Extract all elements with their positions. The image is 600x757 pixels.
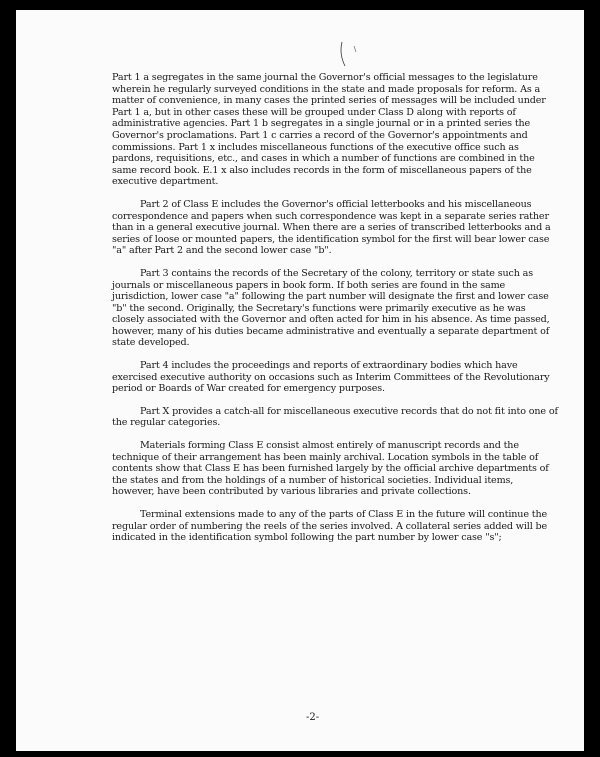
paragraph-materials: Materials forming Class E consist almost entirely of manuscript records and the technique of their arrangement has been mainly archival. Location symbols in the table of contents show that Class E has been furnished largely by the official archive departments of the states and from the holdings of a number of historical societies. Individual items, however, have been contributed by various libraries and private collections. — [112, 440, 549, 498]
paragraph-part-2: Part 2 of Class E includes the Governor's official letterbooks and his miscellaneous correspondence and papers when such correspondence was kept in a separate series rather than in a general executive journal. When there are a series of transcribed letterbooks and a series of loose or mounted papers, the identification symbol for the first will bear lower case "a" after Part 2 and the second lower case "b". — [112, 198, 551, 257]
paragraph-terminal-extensions: Terminal extensions made to any of the parts of Class E in the future will continue the regular order of numbering the reels of the series involved. A collateral series added will be indicated in the identification symbol following the part number by lower case "s"; — [112, 509, 548, 544]
paragraph-part-1: Part 1 a segregates in the same journal the Governor's official messages to the legislature wherein he regularly surveyed conditions in the state and made proposals for reform. As a matter of convenience, in many cases the printed series of messages will be included under Part 1 a, but in other cases these will be grouped under Class D along with reports of administrative agencies. Part 1 b segregates in a single journal or in a printed series the Governor's proclamations. Part 1 c carries a record of the Governor's appointments and commissions. Part 1 x includes miscellaneous functions of the executive office such as pardons, requisitions, etc., and cases in which a number of functions are combined in the same record book. E.1 x also includes records in the form of miscellaneous papers of the executive department. — [112, 72, 546, 188]
paragraph-part-3: Part 3 contains the records of the Secretary of the colony, territory or state such as journals or miscellaneous papers in book form. If both series are found in the same jurisdiction, lower case "a" following the part number will designate the first and lower case "b" the second. Originally, the Secretary's functions were primarily executive as he was closely associated with the Governor and often acted for him in his absence. As time passed, however, many of his duties became administrative and eventually a separate department of state developed. — [112, 267, 550, 349]
paragraph-part-4: Part 4 includes the proceedings and reports of extraordinary bodies which have exercised executive authority on occasions such as Interim Committees of the Revolutionary period or Boards of War created for emergency purposes. — [112, 360, 550, 395]
page-number: -2- — [306, 712, 320, 723]
document-page — [16, 10, 584, 751]
scan-mark — [336, 40, 366, 70]
paragraph-part-x: Part X provides a catch-all for miscellaneous executive records that do not fit into one of the regular categories. — [112, 405, 558, 429]
body-text — [112, 72, 558, 555]
